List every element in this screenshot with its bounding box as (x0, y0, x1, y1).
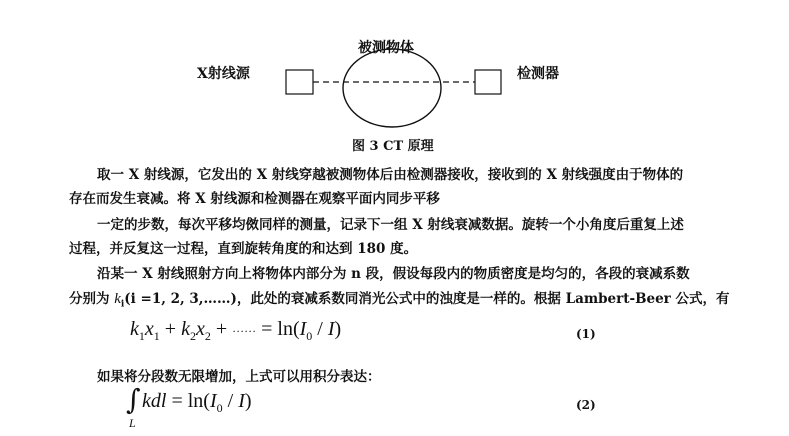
source-label: X射线源 (197, 66, 250, 82)
paragraph-3-line-2 (69, 287, 730, 310)
k-symbol: k (114, 291, 121, 307)
eq2-equals: = (171, 390, 183, 412)
figure-caption: 图 3 CT 原理 (352, 139, 434, 154)
equation-1 (130, 318, 341, 344)
eq2-ln: ln (187, 390, 204, 412)
detector-label: 检测器 (517, 66, 559, 82)
eq1-rparen: ) (334, 318, 342, 340)
eq1-dots: ······ (232, 324, 257, 338)
eq2-slash: / (227, 390, 234, 412)
eq2-I0: I (209, 390, 217, 412)
eq1-I0: I (299, 318, 307, 340)
paragraph-4: 如果将分段数无限增加，上式可以用积分表达： (97, 369, 381, 385)
eq1-x2: x (195, 318, 205, 340)
p3-index-text: (i =1, 2, 3,……)，此处的衰减系数同消光公式中的浊度是一样的。根据 Lambert-Beer 公式，有 (124, 291, 730, 307)
paragraph-1-line-2: 存在而发生衰减。将 X 射线源和检测器在观察平面内同步平移 (69, 191, 440, 207)
eq1-x2-sub: 2 (204, 329, 211, 343)
equation-1-number: (1) (576, 327, 596, 341)
paragraph-2-line-2: 过程，并反复这一过程，直到旋转角度的和达到 180 度。 (69, 241, 418, 257)
paragraph-1-line-1: 取一 X 射线源，它发出的 X 射线穿越被测物体后由检测器接收，接收到的 X 射线强度由于物体的 (97, 167, 684, 183)
eq1-slash: / (317, 318, 323, 340)
eq2-kdl: kdl (142, 390, 167, 412)
eq1-equals: = (261, 318, 273, 340)
eq1-lparen: ( (292, 318, 300, 340)
detector-box (475, 70, 501, 94)
equation-2 (142, 390, 252, 416)
eq1-plus-1: + (164, 318, 177, 340)
equation-2-number: (2) (576, 398, 596, 412)
integral-limit: L (129, 416, 136, 430)
eq2-I0-sub: 0 (216, 401, 223, 415)
eq1-k1: k (130, 318, 139, 340)
eq1-k1-sub: 1 (138, 329, 145, 343)
object-label: 被测物体 (358, 40, 414, 56)
eq1-x1: x (144, 318, 154, 340)
test-object-ellipse (343, 49, 441, 127)
p3-prefix: 分别为 (69, 291, 110, 307)
eq1-plus-2: + (215, 318, 228, 340)
eq1-I: I (327, 318, 335, 340)
eq1-k2-sub: 2 (189, 329, 196, 343)
eq2-rparen: ) (244, 390, 252, 412)
x-ray-source-box (286, 70, 313, 94)
eq1-I0-sub: 0 (306, 329, 313, 343)
eq1-k2: k (181, 318, 190, 340)
eq1-ln: ln (277, 318, 293, 340)
eq1-x1-sub: 1 (153, 329, 160, 343)
eq2-lparen: ( (203, 390, 210, 412)
integral-sign: ∫ (126, 383, 141, 416)
paragraph-2-line-1: 一定的步数，每次平移均傚同样的测量，记录下一组 X 射线衰减数据。旋转一个小角度后重复上述 (97, 217, 684, 233)
k-subscript: i (120, 299, 125, 310)
paragraph-3-line-1: 沿某一 X 射线照射方向上将物体内部分为 n 段，假设每段内的物质密度是均匀的，各段的衰减系数 (97, 266, 690, 282)
eq2-I: I (238, 390, 245, 412)
